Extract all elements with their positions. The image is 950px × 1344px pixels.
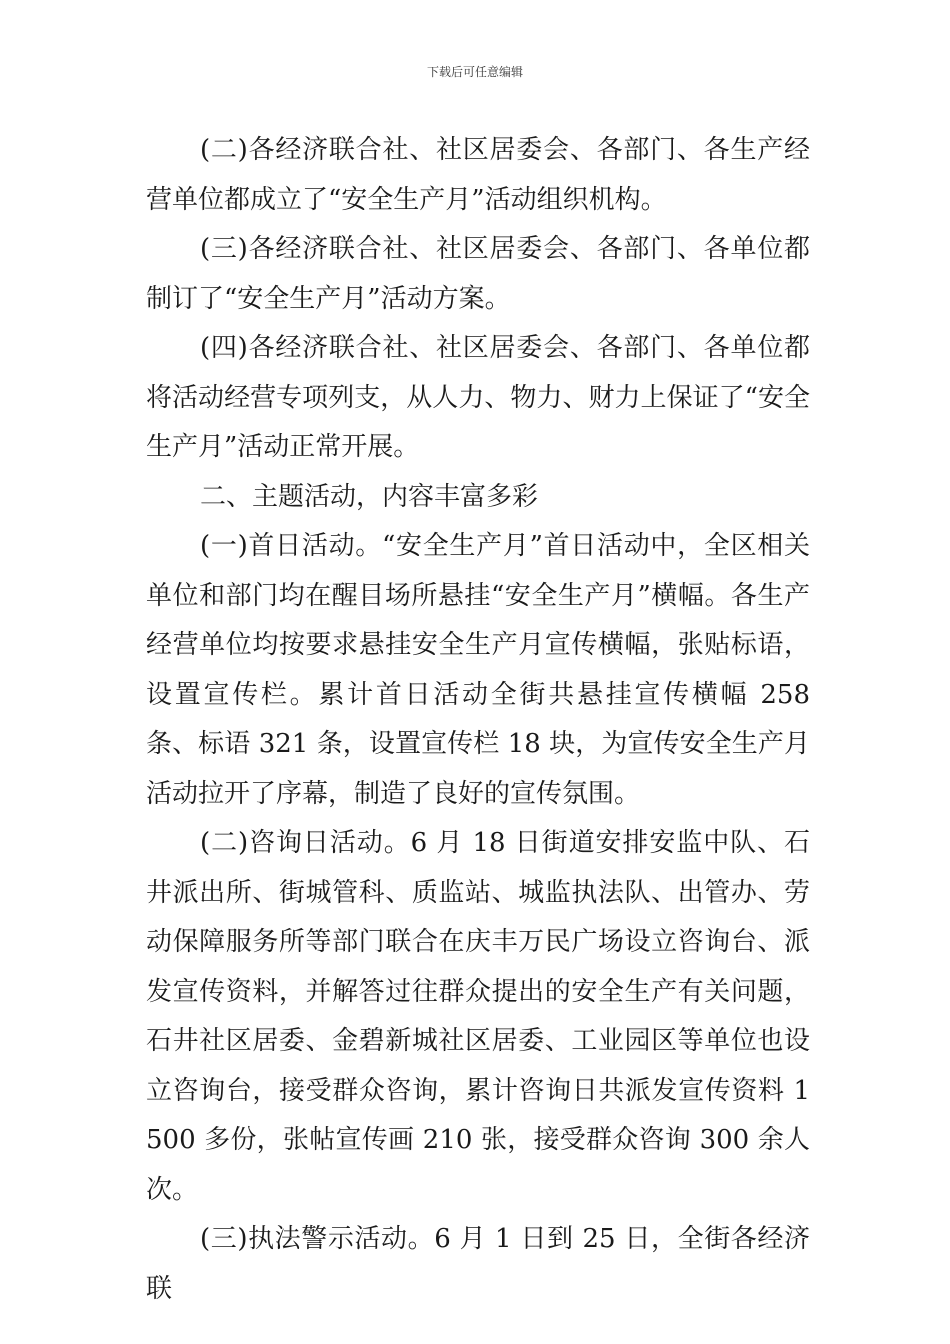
page-header: 下载后可任意编辑: [426, 65, 523, 79]
paragraph-4: (四)各经济联合社、社区居委会、各部门、各单位都将活动经营专项列支，从人力、物力、财力上保证了“安全生产月”活动正常开展。: [146, 333, 810, 462]
paragraph-first-day: (一)首日活动。“安全生产月”首日活动中，全区相关单位和部门均在醒目场所悬挂“安全生产月”横幅。各生产经营单位均按要求悬挂安全生产月宣传横幅，张贴标语，设置宣传栏。累计首日活动全街共悬挂宣传横幅 258 条、标语 321 条，设置宣传栏 18 块，为宣传安全生产月活动拉开了序幕，制造了良好的宣传氛围。: [146, 531, 810, 809]
section-heading: 二、主题活动，内容丰富多彩: [200, 481, 539, 512]
paragraph-3: (三)各经济联合社、社区居委会、各部门、各单位都制订了“安全生产月”活动方案。: [146, 234, 810, 314]
paragraph-2: (二)各经济联合社、社区居委会、各部门、各生产经营单位都成立了“安全生产月”活动组织机构。: [146, 135, 810, 215]
paragraph-enforcement: (三)执法警示活动。6 月 1 日到 25 日，全街各经济联: [146, 1224, 810, 1304]
paragraph-consultation-day: (二)咨询日活动。6 月 18 日街道安排安监中队、石井派出所、街城管科、质监站、城监执法队、出管办、劳动保障服务所等部门联合在庆丰万民广场设立咨询台、派发宣传资料，并解答过往群众提出的安全生产有关问题，石井社区居委、金碧新城社区居委、工业园区等单位也设立咨询台，接受群众咨询，累计咨询日共派发宣传资料 1500 多份，张帖宣传画 210 张，接受群众咨询 300 余人次。: [146, 828, 810, 1205]
document-body: [146, 126, 810, 1314]
